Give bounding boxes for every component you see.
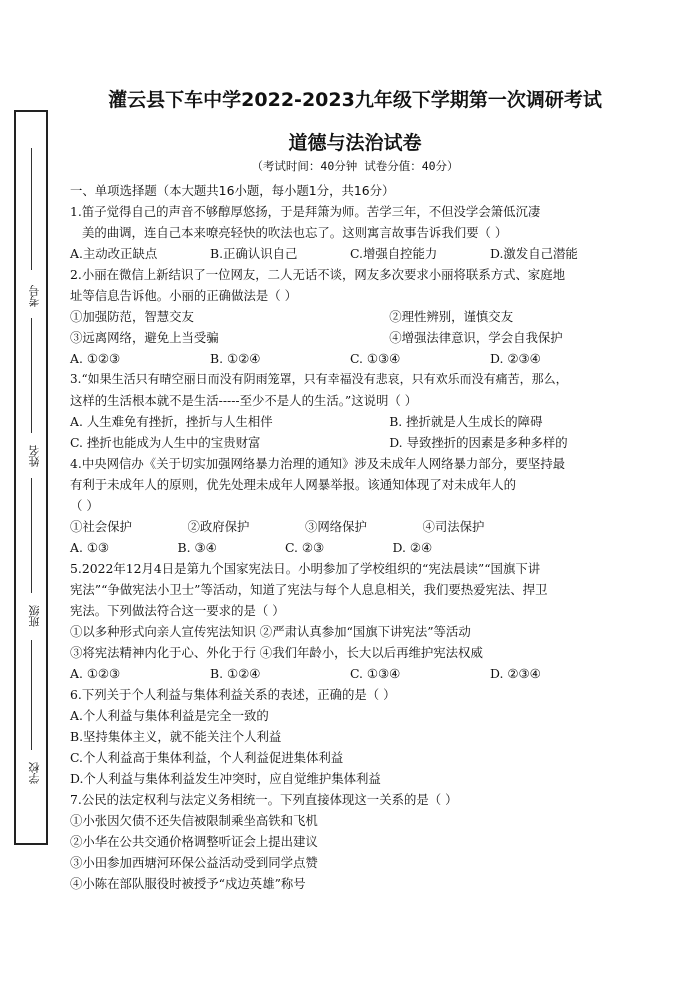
q3-option-c: C. 挫折也能成为人生中的宝贵财富 (70, 435, 261, 450)
q1-option-d: D.激发自己潜能 (490, 246, 578, 261)
q3-option-d: D. 导致挫折的因素是多种多样的 (389, 435, 568, 450)
q4-statement-2: ②政府保护 (187, 519, 250, 534)
q3-stem-line2: 这样的生活根本就不是生活-----至少不是人的生活。”这说明（ ） (70, 393, 418, 408)
q5-option-d: D. ②③④ (490, 666, 541, 681)
q5-option-c: C. ①③④ (350, 666, 401, 681)
q3-options-cd (70, 432, 630, 453)
q2-statement-1: ①加强防范，智慧交友 (70, 309, 194, 324)
q1-option-c: C.增强自控能力 (350, 246, 438, 261)
exam-title: 灌云县下车中学2022-2023九年级下学期第一次调研考试 (108, 89, 602, 111)
q1-option-b: B.正确认识自己 (210, 246, 298, 261)
q1-stem-line2: 美的曲调，连自己本来嘹亮轻快的吹法也忘了。这则寓言故事告诉我们要（ ） (82, 225, 508, 240)
q2-stem-line2: 址等信息告诉他。小丽的正确做法是（ ） (70, 288, 297, 303)
q2-statement-3: ③远离网络，避免上当受骗 (70, 330, 219, 345)
q5-stem-line2: 宪法”“争做宪法小卫士”等活动，知道了宪法与每个人息息相关，我们要热爱宪法、捍卫 (70, 582, 548, 597)
q3-stem-line1: 3.“如果生活只有晴空丽日而没有阴雨笼罩，只有幸福没有悲哀，只有欢乐而没有痛苦，那么， (70, 372, 568, 386)
q2-statements-12 (70, 306, 630, 327)
school-label: 学校 (28, 762, 41, 784)
q6-option-c: C.个人利益高于集体利益，个人利益促进集体利益 (70, 750, 344, 765)
class-label: 班级 (28, 605, 41, 627)
q1-option-a: A.主动改正缺点 (70, 246, 158, 261)
section-heading: 一、单项选择题（本大题共16小题，每小题1分，共16分） (70, 183, 395, 198)
q4-statement-3: ③网络保护 (305, 519, 367, 534)
exam-subject: 道德与法治试卷 (288, 132, 422, 154)
q5-statements-12: ①以多种形式向亲人宣传宪法知识 ②严肃认真参加“国旗下讲宪法”等活动 (70, 624, 471, 639)
q2-option-d: D. ②③④ (490, 351, 541, 366)
q4-stem-line3: （ ） (70, 498, 99, 513)
q3-options-ab (70, 411, 630, 432)
q7-statement-1: ①小张因欠债不还失信被限制乘坐高铁和飞机 (70, 813, 318, 828)
q3-option-b: B. 挫折就是人生成长的障碍 (389, 414, 543, 429)
q6-option-d: D.个人利益与集体利益发生冲突时，应自觉维护集体利益 (70, 771, 381, 786)
q4-stem-line2: 有利于未成年人的原则，优先处理未成年人网暴举报。该通知体现了对未成年人的 (70, 477, 517, 492)
exam-meta: （考试时间：40分钟 试卷分值：40分） (251, 159, 459, 173)
q7-statement-3: ③小田参加西塘河环保公益活动受到同学点赞 (70, 855, 318, 870)
name-label: 姓名 (28, 445, 41, 467)
q7-statement-2: ②小华在公共交通价格调整听证会上提出建议 (70, 834, 318, 849)
q6-option-b: B.坚持集体主义，就不能关注个人利益 (70, 729, 282, 744)
q2-options (70, 348, 630, 369)
q5-option-a: A. ①②③ (70, 666, 121, 681)
q1-stem-line1: 1.笛子觉得自己的声音不够醇厚悠扬，于是拜箫为师。苦学三年，不但没学会箫低沉凄 (70, 204, 541, 219)
q4-option-b: B. ③④ (177, 540, 217, 555)
q2-option-b: B. ①②④ (210, 351, 261, 366)
q5-option-b: B. ①②④ (210, 666, 261, 681)
class-line (31, 478, 32, 593)
question-body (70, 180, 630, 894)
school-line (31, 640, 32, 750)
q4-statement-4: ④司法保护 (422, 519, 485, 534)
q5-statements-34: ③将宪法精神内化于心、外化于行 ④我们年龄小，长大以后再维护宪法权威 (70, 645, 483, 660)
q4-options (70, 537, 500, 558)
q5-options (70, 663, 630, 684)
exam-number-label: 考号 (28, 285, 41, 307)
q3-option-a: A. 人生难免有挫折，挫折与人生相伴 (70, 414, 273, 429)
q7-statement-4: ④小陈在部队服役时被授予“戍边英雄”称号 (70, 876, 306, 891)
q4-statements (70, 516, 540, 537)
q6-stem: 6.下列关于个人利益与集体利益关系的表述，正确的是（ ） (70, 687, 396, 702)
q4-stem-line1: 4.中央网信办《关于切实加强网络暴力治理的通知》涉及未成年人网络暴力部分，要坚持最 (70, 456, 566, 471)
name-line (31, 318, 32, 433)
q2-stem-line1: 2.小丽在微信上新结识了一位网友，二人无话不谈，网友多次要求小丽将联系方式、家庭地 (70, 267, 566, 282)
exam-number-line (31, 148, 32, 270)
q5-stem-line3: 宪法。下列做法符合这一要求的是（ ） (70, 603, 285, 618)
q6-option-a: A.个人利益与集体利益是完全一致的 (70, 708, 269, 723)
q2-option-c: C. ①③④ (350, 351, 401, 366)
q1-options (70, 243, 630, 264)
q4-option-c: C. ②③ (285, 540, 325, 555)
q4-option-a: A. ①③ (70, 540, 110, 555)
q4-statement-1: ①社会保护 (70, 519, 132, 534)
q4-option-d: D. ②④ (392, 540, 433, 555)
q7-stem: 7.公民的法定权利与法定义务相统一。下列直接体现这一关系的是（ ） (70, 792, 458, 807)
q2-option-a: A. ①②③ (70, 351, 121, 366)
q2-statement-2: ②理性辨别，谨慎交友 (389, 309, 514, 324)
q2-statements-34 (70, 327, 630, 348)
q2-statement-4: ④增强法律意识，学会自我保护 (389, 330, 563, 345)
q5-stem-line1: 5.2022年12月4日是第九个国家宪法日。小明参加了学校组织的“宪法晨读”“国旗下讲 (70, 561, 541, 576)
